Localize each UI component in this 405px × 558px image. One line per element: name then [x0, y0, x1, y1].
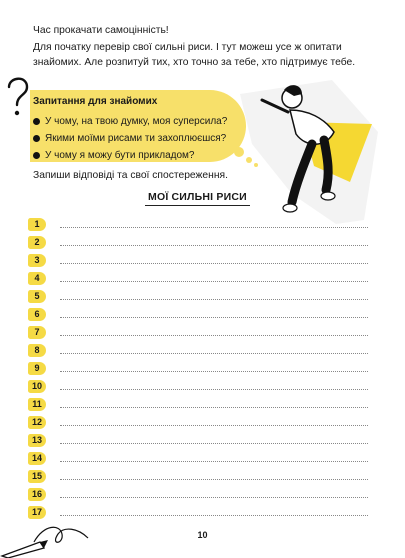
- bullet-icon: [33, 152, 40, 159]
- answer-line[interactable]: [60, 335, 368, 336]
- answer-row: [28, 251, 368, 269]
- answer-line[interactable]: [60, 299, 368, 300]
- answer-line[interactable]: [60, 245, 368, 246]
- answer-row: [28, 377, 368, 395]
- instruction-text: Запиши відповіді та свої спостереження.: [33, 170, 228, 181]
- section-title: МОЇ СИЛЬНІ РИСИ: [148, 191, 247, 203]
- row-number-badge: 16: [28, 488, 46, 501]
- answer-line[interactable]: [60, 263, 368, 264]
- bullet-icon: [33, 135, 40, 142]
- list-item: [33, 147, 227, 164]
- row-number-badge: 4: [28, 272, 46, 285]
- answer-line[interactable]: [60, 353, 368, 354]
- row-number-badge: 14: [28, 452, 46, 465]
- row-number-badge: 2: [28, 236, 46, 249]
- answer-line[interactable]: [60, 407, 368, 408]
- answer-line[interactable]: [60, 497, 368, 498]
- row-number-badge: 7: [28, 326, 46, 339]
- row-number-badge: 15: [28, 470, 46, 483]
- answer-row: [28, 395, 368, 413]
- question-text: У чому я можу бути прикладом?: [45, 150, 195, 161]
- answer-row: [28, 449, 368, 467]
- answer-row: [28, 431, 368, 449]
- answer-line[interactable]: [60, 227, 368, 228]
- bullet-icon: [33, 118, 40, 125]
- answer-line[interactable]: [60, 281, 368, 282]
- answer-row: [28, 359, 368, 377]
- answer-line[interactable]: [60, 443, 368, 444]
- section-title-underline: [145, 205, 250, 206]
- flying-superhero-icon: [232, 74, 382, 224]
- row-number-badge: 3: [28, 254, 46, 267]
- answer-row: [28, 503, 368, 521]
- answer-line[interactable]: [60, 515, 368, 516]
- row-number-badge: 11: [28, 398, 46, 411]
- answer-row: [28, 215, 368, 233]
- list-item: [33, 113, 227, 130]
- answer-row: [28, 287, 368, 305]
- answer-row: [28, 323, 368, 341]
- row-number-badge: 5: [28, 290, 46, 303]
- question-mark-icon: [3, 73, 33, 123]
- answer-row: [28, 467, 368, 485]
- answer-row: [28, 269, 368, 287]
- answer-row: [28, 233, 368, 251]
- row-number-badge: 10: [28, 380, 46, 393]
- question-text: У чому, на твою думку, моя суперсила?: [45, 116, 228, 127]
- questions-title: Запитання для знайомих: [33, 96, 158, 107]
- page-number: 10: [197, 530, 208, 540]
- question-text: Якими моїми рисами ти захоплюєшся?: [45, 133, 227, 144]
- row-number-badge: 13: [28, 434, 46, 447]
- intro-line-1: Час прокачати самоцінність!: [33, 25, 169, 36]
- row-number-badge: 17: [28, 506, 46, 519]
- row-number-badge: 12: [28, 416, 46, 429]
- answer-line[interactable]: [60, 371, 368, 372]
- answer-line[interactable]: [60, 479, 368, 480]
- row-number-badge: 6: [28, 308, 46, 321]
- answer-row: [28, 305, 368, 323]
- list-item: [33, 130, 227, 147]
- row-number-badge: 8: [28, 344, 46, 357]
- row-number-badge: 1: [28, 218, 46, 231]
- answer-line[interactable]: [60, 461, 368, 462]
- answer-row: [28, 413, 368, 431]
- answer-line[interactable]: [60, 317, 368, 318]
- answer-line[interactable]: [60, 425, 368, 426]
- row-number-badge: 9: [28, 362, 46, 375]
- answer-row: [28, 341, 368, 359]
- questions-list: [33, 113, 227, 164]
- answer-line[interactable]: [60, 389, 368, 390]
- intro-line-2: Для початку перевір свої сильні риси. І тут можеш усе ж опитати знайомих. Але розпитуй тих, хто точно за тебе, хто підтримує тебе.: [33, 42, 356, 68]
- answer-row: [28, 485, 368, 503]
- intro-text: [33, 23, 373, 70]
